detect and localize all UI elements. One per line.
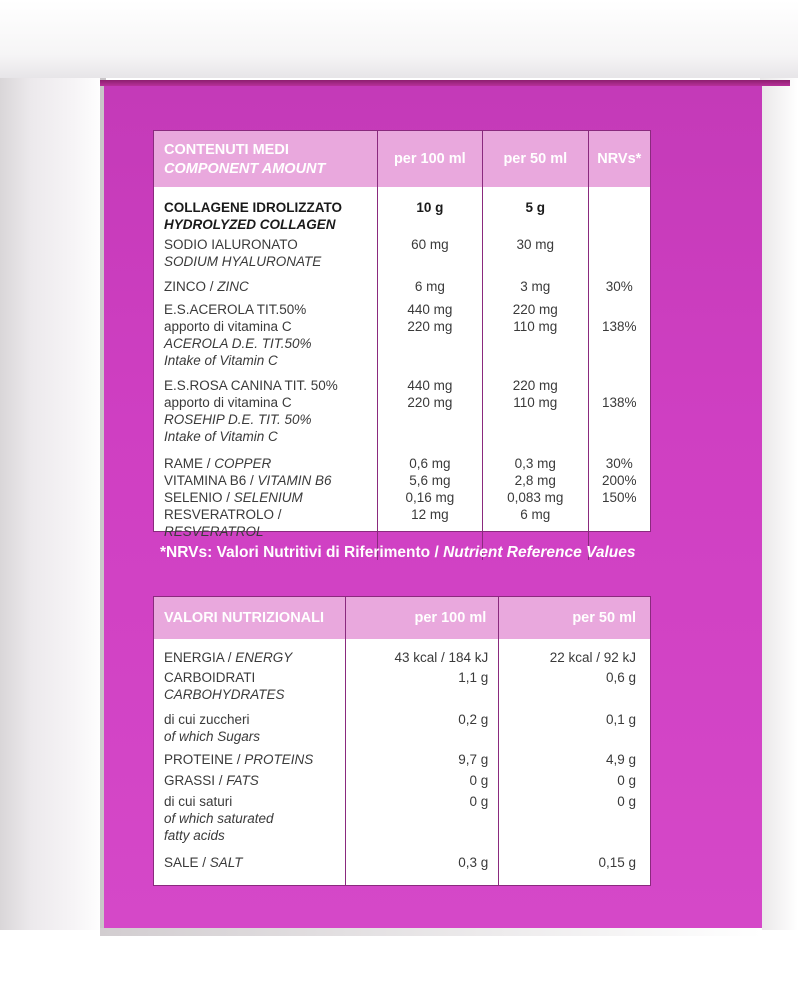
cell-per-50ml: 220 mg [512, 378, 558, 393]
cell-per-100ml: 10 g [377, 187, 482, 233]
cell-per-50ml: 0 g [617, 773, 636, 788]
header-component [154, 131, 377, 187]
cell-per-50ml: 5 g [483, 187, 589, 233]
cell-nrv: 150% [602, 490, 637, 505]
nutrition-table [153, 596, 651, 886]
row-label-en: SALT [209, 855, 243, 870]
table-row [154, 187, 650, 233]
row-label-it: ZINCO / [164, 279, 218, 294]
cell-per-100ml: 0,3 g [346, 844, 499, 885]
row-label-it: SELENIO / [164, 490, 234, 505]
nrv-footnote [160, 544, 650, 562]
box-right-side [760, 78, 798, 930]
cell-per-100ml-vitc: 220 mg [407, 395, 453, 410]
table-row [154, 666, 650, 703]
cell-per-50ml: 0,3 mg [483, 445, 589, 472]
row-label-it: RESVERATROLO / [164, 507, 282, 522]
row-label-en: SELENIUM [233, 490, 303, 505]
table-row [154, 703, 650, 745]
table-row [154, 844, 650, 885]
components-table [153, 130, 651, 539]
header-nrv: NRVs* [588, 131, 650, 187]
box-bottom-surface [0, 936, 798, 1000]
cell-per-50ml-vitc: 110 mg [513, 319, 558, 334]
cell-per-50ml: 3 mg [483, 270, 589, 295]
table-row [154, 489, 650, 506]
cell-per-50ml: 30 mg [483, 233, 589, 270]
cell-per-50ml: 4,9 g [605, 752, 636, 767]
row-label-en-sub: Intake of Vitamin C [164, 353, 278, 368]
row-label-it: E.S.ROSA CANINA TIT. 50% [164, 378, 338, 393]
cell-per-100ml: 1,1 g [346, 666, 499, 703]
cell-per-100ml: 60 mg [377, 233, 482, 270]
cell-per-100ml: 12 mg [377, 506, 482, 560]
table-row [154, 768, 650, 789]
table-row [154, 639, 650, 666]
row-label-it: di cui zuccheri [164, 712, 250, 727]
table-row [154, 270, 650, 295]
cell-per-100ml: 0 g [346, 768, 499, 789]
cell-per-100ml: 43 kcal / 184 kJ [346, 639, 499, 666]
box-bottom-edge [100, 928, 762, 936]
cell-per-50ml-vitc: 110 mg [513, 395, 558, 410]
cell-per-100ml: 0,16 mg [377, 489, 482, 506]
row-label-it: COLLAGENE IDROLIZZATO [164, 200, 342, 215]
row-label-en: HYDROLYZED COLLAGEN [164, 217, 336, 232]
cell-per-100ml: 5,6 mg [377, 472, 482, 489]
row-label-it: E.S.ACEROLA TIT.50% [164, 302, 307, 317]
row-label-en: PROTEINS [244, 752, 314, 767]
row-label-en: ENERGY [235, 650, 293, 665]
cell-per-50ml: 0,1 g [605, 712, 636, 727]
row-label-it: RAME / [164, 456, 215, 471]
row-label-en: ZINC [217, 279, 249, 294]
cell-per-50ml: 2,8 mg [483, 472, 589, 489]
table-row [154, 233, 650, 270]
row-label-it-sub: apporto di vitamina C [164, 319, 292, 334]
cell-nrv [588, 233, 650, 270]
header-component-en: COMPONENT AMOUNT [164, 161, 326, 177]
header-per-50ml: per 50 ml [499, 597, 650, 639]
table-row [154, 745, 650, 768]
cell-per-100ml: 9,7 g [346, 745, 499, 768]
nutrition-header-row [154, 597, 650, 639]
table-row [154, 295, 650, 369]
row-label-en: RESVERATROL [164, 524, 264, 539]
cell-per-100ml: 6 mg [377, 270, 482, 295]
table-row [154, 472, 650, 489]
cell-nrv: 30% [605, 456, 633, 471]
header-per-100ml: per 100 ml [346, 597, 499, 639]
row-label-it: PROTEINE / [164, 752, 245, 767]
box-top-surface [0, 0, 798, 78]
box-top-edge [100, 80, 790, 86]
cell-per-100ml: 0,2 g [346, 703, 499, 745]
cell-per-50ml: 220 mg [512, 302, 558, 317]
row-label-it: GRASSI / [164, 773, 227, 788]
cell-per-100ml: 440 mg [407, 302, 453, 317]
nrv-footnote-en: Nutrient Reference Values [443, 544, 636, 561]
table-row [154, 789, 650, 844]
row-label-en: ROSEHIP D.E. TIT. 50% [164, 412, 312, 427]
cell-nrv: 200% [602, 473, 637, 488]
row-label-it: di cui saturi [164, 794, 233, 809]
row-label-en-sub: Intake of Vitamin C [164, 429, 278, 444]
cell-per-50ml: 22 kcal / 92 kJ [549, 650, 636, 665]
cell-per-100ml-vitc: 220 mg [407, 319, 453, 334]
table-row [154, 445, 650, 472]
header-per-100ml: per 100 ml [377, 131, 482, 187]
row-label-en-sub: fatty acids [164, 828, 225, 843]
cell-per-50ml: 0,15 g [598, 855, 636, 870]
row-label-it: CARBOIDRATI [164, 670, 256, 685]
row-label-en: VITAMIN B6 [257, 473, 332, 488]
cell-per-100ml: 440 mg [407, 378, 453, 393]
row-label-en: COPPER [214, 456, 272, 471]
row-label-it: VITAMINA B6 / [164, 473, 258, 488]
cell-nrv [588, 187, 650, 233]
cell-nrv: 138% [602, 319, 637, 334]
row-label-it: SALE / [164, 855, 210, 870]
row-label-en: of which Sugars [164, 729, 261, 744]
row-label-en: FATS [226, 773, 259, 788]
cell-per-50ml: 0,6 g [605, 670, 636, 685]
header-nutritional-values: VALORI NUTRIZIONALI [154, 597, 346, 639]
cell-per-50ml: 6 mg [483, 506, 589, 560]
row-label-it: SODIO IALURONATO [164, 237, 298, 252]
row-label-en: ACEROLA D.E. TIT.50% [164, 336, 312, 351]
cell-nrv: 138% [602, 395, 637, 410]
header-per-50ml: per 50 ml [483, 131, 589, 187]
nrv-footnote-it: *NRVs: Valori Nutritivi di Riferimento / [160, 544, 444, 561]
row-label-it-sub: apporto di vitamina C [164, 395, 292, 410]
cell-per-100ml: 0,6 mg [377, 445, 482, 472]
components-header-row [154, 131, 650, 187]
row-label-en: SODIUM HYALURONATE [164, 254, 322, 269]
table-row [154, 369, 650, 445]
cell-per-100ml: 0 g [346, 789, 499, 844]
row-label-en: CARBOHYDRATES [164, 687, 285, 702]
cell-per-50ml: 0 g [617, 794, 636, 809]
cell-nrv: 30% [605, 279, 633, 294]
box-left-side [0, 78, 104, 930]
row-label-it: ENERGIA / [164, 650, 236, 665]
header-component-it: CONTENUTI MEDI [164, 142, 289, 158]
cell-per-50ml: 0,083 mg [483, 489, 589, 506]
row-label-en: of which saturated [164, 811, 274, 826]
